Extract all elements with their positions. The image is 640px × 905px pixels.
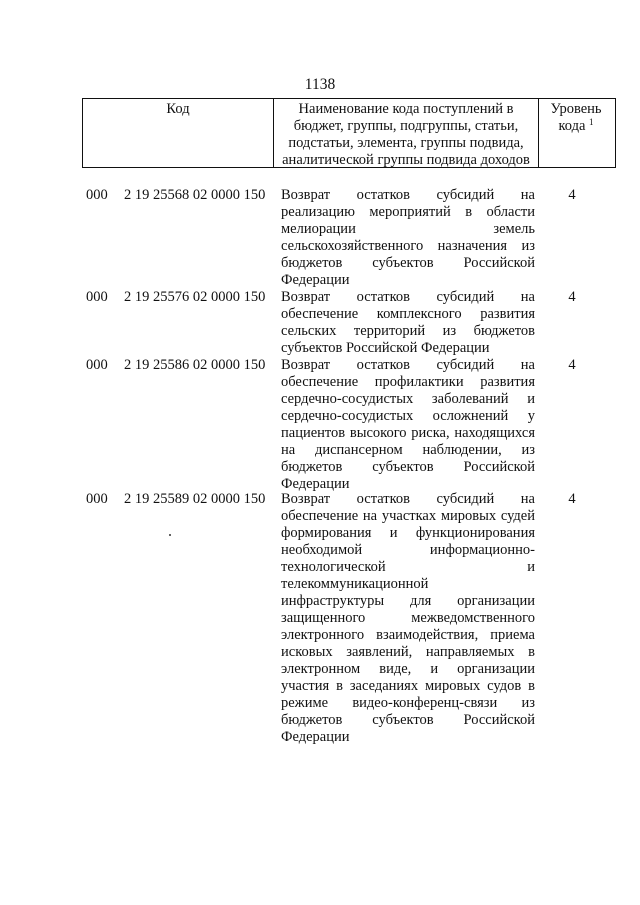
row-name-line: бюджетов субъектов Российской [281, 712, 535, 728]
row-revenue-code: 2 19 25568 02 0000 150 [124, 187, 266, 203]
row-name-line: субъектов Российской Федерации [281, 340, 490, 356]
row-revenue-code: 2 19 25576 02 0000 150 [124, 289, 266, 305]
row-admin-code: 000 [86, 289, 108, 305]
row-revenue-code: 2 19 25586 02 0000 150 [124, 357, 266, 373]
row-name-line: исковых заявлений, направляемых в [281, 644, 535, 660]
row-name-line: технологической и [281, 559, 535, 575]
row-name-line: сельскохозяйственного назначения из [281, 238, 535, 254]
header-name-line: подстатьи, элемента, группы подвида, [288, 135, 524, 151]
header-name [274, 101, 538, 169]
header-level-footnote: 1 [589, 117, 594, 127]
row-name-line: бюджетов субъектов Российской [281, 459, 535, 475]
row-name-line: электронном виде, и организации [281, 661, 535, 677]
row-name-line: Возврат остатков субсидий на [281, 357, 535, 373]
row-name [281, 357, 535, 493]
row-level: 4 [568, 357, 576, 373]
row-level: 4 [568, 491, 576, 507]
row-name-line: формирования и функционирования [281, 525, 535, 541]
row-name-line: Возврат остатков субсидий на [281, 491, 535, 507]
row-name-line: участия в заседаниях мировых судов в [281, 678, 535, 694]
header-level-line2 [540, 118, 612, 135]
header-level-kod: кода [558, 118, 586, 134]
row-admin-code: 000 [86, 357, 108, 373]
header-level [540, 101, 612, 135]
row-name-line: сердечно-сосудистых заболеваний и [281, 391, 535, 407]
row-name-line: сельских территорий из бюджетов [281, 323, 535, 339]
row-name-line: инфраструктуры для организации [281, 593, 535, 609]
row-name-line: электронного взаимодействия, приема [281, 627, 535, 643]
row-revenue-code: 2 19 25589 02 0000 150 [124, 491, 266, 507]
row-admin-code: 000 [86, 491, 108, 507]
row-name-line: Возврат остатков субсидий на [281, 289, 535, 305]
row-name-line: мелиорации земель [281, 221, 535, 237]
row-name-line: на диспансерном наблюдении, из [281, 442, 535, 458]
row-name-line: сердечно-сосудистых осложнений у [281, 408, 535, 424]
row-name-line: пациентов высокого риска, находящихся [281, 425, 535, 441]
header-code: Код [166, 101, 190, 117]
row-name-line: Федерации [281, 476, 350, 492]
header-level-line1: Уровень [550, 101, 602, 117]
row-name-line: защищенного межведомственного [281, 610, 535, 626]
row-name-line: реализацию мероприятий в области [281, 204, 535, 220]
row-name-line: обеспечение комплексного развития [281, 306, 535, 322]
row-name [281, 187, 535, 289]
header-name-line: аналитической группы подвида доходов [282, 152, 530, 168]
row-name [281, 289, 535, 357]
row-name-line: Возврат остатков субсидий на [281, 187, 535, 203]
row-name-line: обеспечение профилактики развития [281, 374, 535, 390]
row-name-line: Федерации [281, 729, 350, 745]
header-name-line: бюджет, группы, подгруппы, статьи, [293, 118, 519, 134]
row-level: 4 [568, 289, 576, 305]
header-name-line: Наименование кода поступлений в [298, 101, 514, 117]
row-name-line: режиме видео-конференц-связи из [281, 695, 535, 711]
header-top-border [82, 98, 616, 99]
row-name [281, 491, 535, 746]
row-level: 4 [568, 187, 576, 203]
row-name-line: телекоммуникационной [281, 576, 429, 592]
row-admin-code: 000 [86, 187, 108, 203]
row-name-line: необходимой информационно- [281, 542, 535, 558]
page-number: 1138 [304, 76, 336, 93]
row-name-line: Федерации [281, 272, 350, 288]
row-name-line: бюджетов субъектов Российской [281, 255, 535, 271]
header-right-border [615, 98, 616, 168]
scan-speck [169, 534, 171, 536]
row-name-line: обеспечение на участках мировых судей [281, 508, 535, 524]
